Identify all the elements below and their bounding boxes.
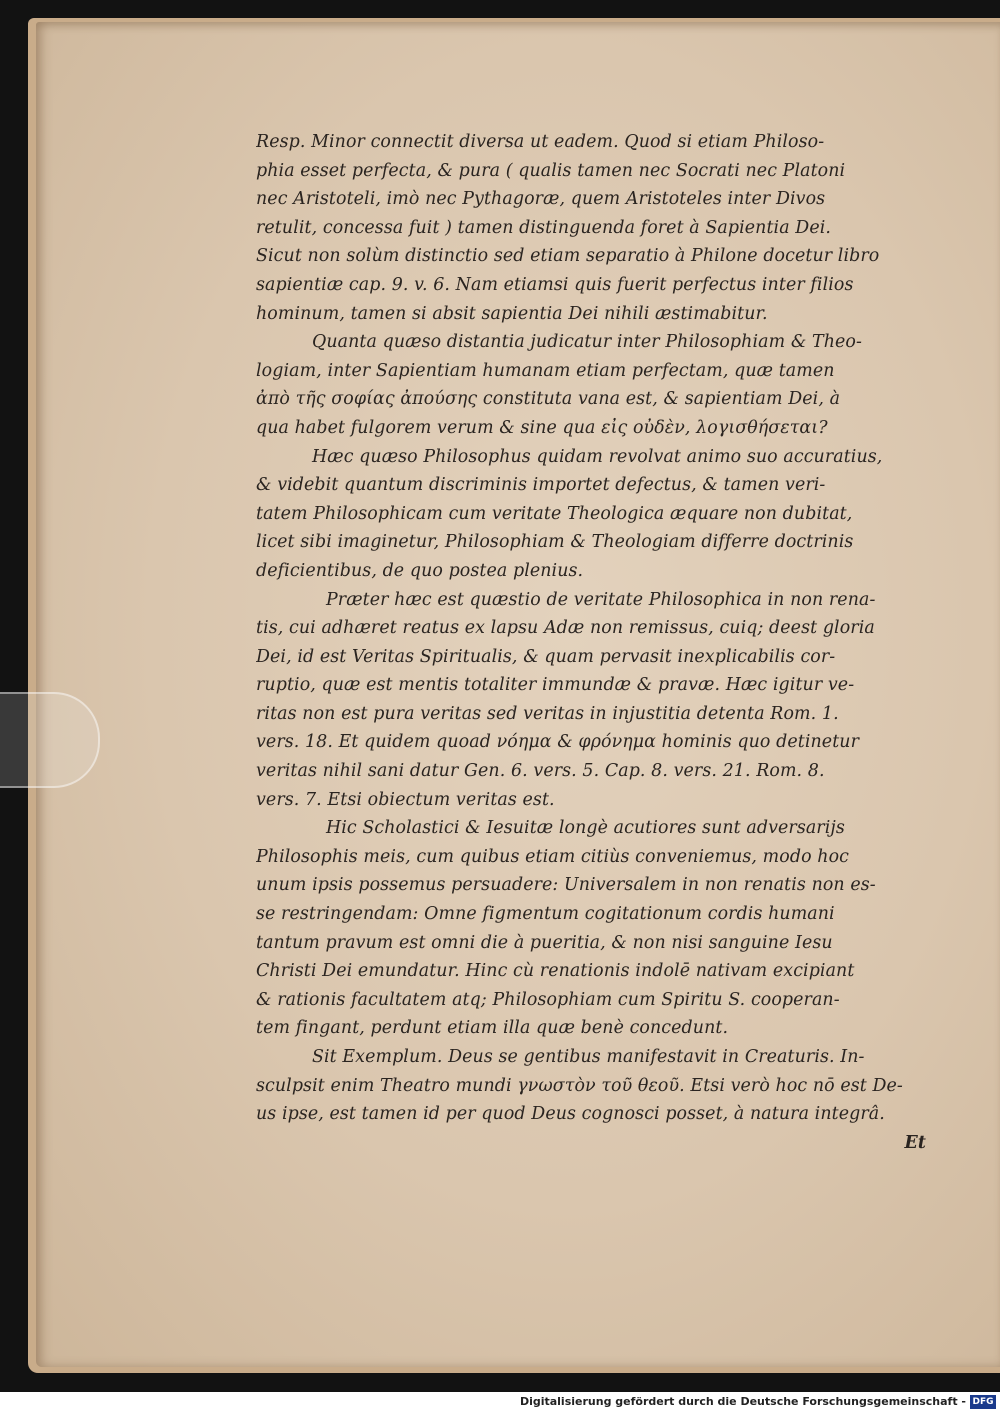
funding-credit: Digitalisierung gefördert durch die Deutsche Forschungsgemeinschaft - bbox=[519, 1395, 966, 1408]
text-line: se restringendam: Omne figmentum cogitationum cordis humani bbox=[256, 904, 835, 925]
text-line: Præter hæc est quæstio de veritate Philosophica in non rena- bbox=[326, 589, 876, 610]
text-line: logiam, inter Sapientiam humanam etiam perfectam, quæ tamen bbox=[256, 360, 835, 381]
text-line: Quanta quæso distantia judicatur inter Philosophiam & Theo- bbox=[312, 332, 862, 353]
text-line: Resp. Minor connectit diversa ut eadem. Quod si etiam Philoso- bbox=[256, 132, 825, 152]
text-line: sculpsit enim Theatro mundi γνωστὸν τοῦ θεοῦ. Etsi verò hoc nō est De- bbox=[256, 1075, 903, 1096]
page-text bbox=[256, 128, 926, 1157]
text-line: & rationis facultatem atq; Philosophiam cum Spiritu S. cooperan- bbox=[256, 989, 840, 1010]
text-line: Sicut non solùm distinctio sed etiam separatio à Philone docetur libro bbox=[256, 246, 880, 267]
text-line: vers. 18. Et quidem quoad νόημα & φρόνημα hominis quo detinetur bbox=[256, 732, 859, 753]
text-line: ἀπὸ τῆς σοφίας ἀπούσης constituta vana est, & sapientiam Dei, à bbox=[256, 389, 841, 410]
text-line: Hæc quæso Philosophus quidam revolvat animo suo accuratius, bbox=[312, 446, 883, 467]
text-line: nec Aristoteli, imò nec Pythagoræ, quem Aristoteles inter Divos bbox=[256, 189, 826, 210]
text-line: ritas non est pura veritas sed veritas in injustitia detenta Rom. 1. bbox=[256, 703, 839, 724]
text-line: Hic Scholastici & Iesuitæ longè acutiores sunt adversarijs bbox=[326, 818, 845, 839]
text-line: tis, cui adhæret reatus ex lapsu Adæ non remissus, cuiq; deest gloria bbox=[256, 618, 875, 639]
text-line: sapientiæ cap. 9. v. 6. Nam etiamsi quis fuerit perfectus inter filios bbox=[256, 274, 854, 295]
text-line: Sit Exemplum. Deus se gentibus manifestavit in Creaturis. In- bbox=[312, 1047, 865, 1067]
text-line: licet sibi imaginetur, Philosophiam & Theologiam differre doctrinis bbox=[256, 532, 854, 553]
text-line: Christi Dei emundatur. Hinc cù renationis indolē nativam excipiant bbox=[256, 961, 855, 982]
text-line: vers. 7. Etsi obiectum veritas est. bbox=[256, 789, 555, 810]
text-line: hominum, tamen si absit sapientia Dei nihili æstimabitur. bbox=[256, 303, 768, 324]
text-line: retulit, concessa fuit ) tamen distinguenda foret à Sapientia Dei. bbox=[256, 217, 832, 238]
text-line: ruptio, quæ est mentis totaliter immundæ & pravæ. Hæc igitur ve- bbox=[256, 675, 855, 696]
text-line: phia esset perfecta, & pura ( qualis tamen nec Socrati nec Platoni bbox=[256, 160, 846, 181]
footer-bar bbox=[0, 1392, 1000, 1413]
text-line: tem fingant, perdunt etiam illa quæ benè concedunt. bbox=[256, 1018, 729, 1039]
text-line: qua habet fulgorem verum & sine qua εἰς οὐδὲν, λογισθήσεται? bbox=[256, 417, 828, 438]
text-line: us ipse, est tamen id per quod Deus cognosci posset, à natura integrâ. bbox=[256, 1104, 885, 1125]
text-line: Philosophis meis, cum quibus etiam citiùs conveniemus, modo hoc bbox=[256, 846, 849, 867]
catchword: Et bbox=[904, 1132, 926, 1153]
dfg-logo: DFG bbox=[970, 1395, 996, 1409]
text-line: deficientibus, de quo postea plenius. bbox=[256, 560, 584, 581]
text-line: tatem Philosophicam cum veritate Theologica æquare non dubitat, bbox=[256, 503, 853, 524]
text-line: veritas nihil sani datur Gen. 6. vers. 5. Cap. 8. vers. 21. Rom. 8. bbox=[256, 761, 825, 782]
text-line: & videbit quantum discriminis importet defectus, & tamen veri- bbox=[256, 475, 826, 496]
text-line: unum ipsis possemus persuadere: Universalem in non renatis non es- bbox=[256, 875, 876, 896]
text-line: Dei, id est Veritas Spiritualis, & quam pervasit inexplicabilis cor- bbox=[256, 646, 836, 667]
page-clip-icon bbox=[0, 692, 100, 788]
text-line: tantum pravum est omni die à pueritia, & non nisi sanguine Iesu bbox=[256, 932, 833, 953]
